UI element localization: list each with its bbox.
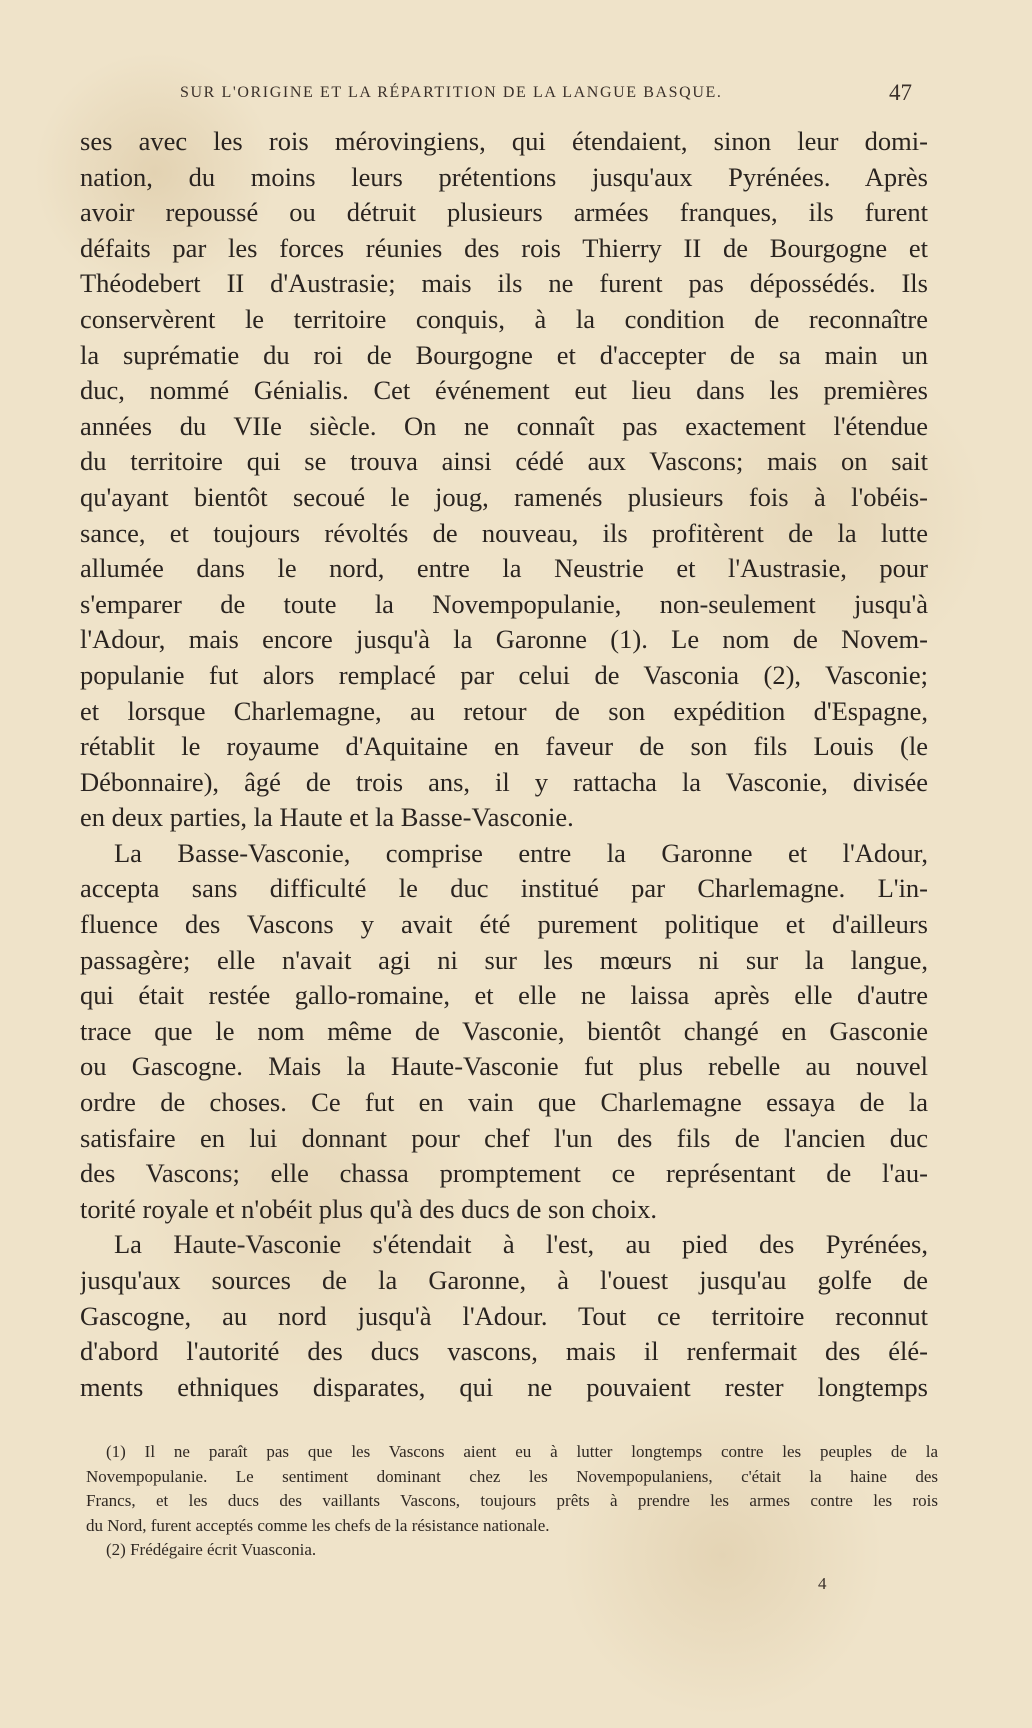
text-line: s'emparer de toute la Novempopulanie, non-seulement jusqu'à: [80, 588, 928, 619]
text-line: satisfaire en lui donnant pour chef l'un des fils de l'ancien duc: [80, 1122, 928, 1153]
text-line: d'abord l'autorité des ducs vascons, mais il renfermait des élé-: [80, 1336, 928, 1367]
paragraph-end-line: en deux parties, la Haute et la Basse-Vasconie.: [80, 802, 574, 833]
paragraph-end-line: torité royale et n'obéit plus qu'à des ducs de son choix.: [80, 1193, 657, 1224]
text-line: Gascogne, au nord jusqu'à l'Adour. Tout ce territoire reconnut: [80, 1300, 928, 1331]
text-line: avoir repoussé ou détruit plusieurs armées franques, ils furent: [80, 197, 928, 228]
text-line: duc, nommé Génialis. Cet événement eut lieu dans les premières: [80, 375, 928, 406]
text-line: des Vascons; elle chassa promptement ce représentant de l'au-: [80, 1158, 928, 1189]
footnote-1-line: (1) Il ne paraît pas que les Vascons aient eu à lutter longtemps contre les peuples de la: [106, 1442, 938, 1461]
text-line: jusqu'aux sources de la Garonne, à l'ouest jusqu'au golfe de: [80, 1265, 928, 1295]
text-line: l'Adour, mais encore jusqu'à la Garonne (1). Le nom de Novem-: [80, 624, 928, 655]
running-head: [80, 80, 920, 112]
paragraph-start-line: La Basse-Vasconie, comprise entre la Garonne et l'Adour,: [114, 837, 928, 868]
page-number: 47: [889, 80, 912, 105]
text-line: du territoire qui se trouva ainsi cédé aux Vascons; mais on sait: [80, 446, 928, 477]
text-line: sance, et toujours révoltés de nouveau, ils profitèrent de la lutte: [80, 517, 928, 548]
text-line: accepta sans difficulté le duc institué par Charlemagne. L'in-: [80, 873, 928, 904]
text-line: qu'ayant bientôt secoué le joug, ramenés plusieurs fois à l'obéis-: [80, 481, 928, 512]
footnote-2: (2) Frédégaire écrit Vuasconia.: [106, 1540, 317, 1560]
footnote-1-line: du Nord, furent acceptés comme les chefs de la résistance nationale.: [86, 1515, 550, 1535]
text-line: passagère; elle n'avait agi ni sur les mœurs ni sur la langue,: [80, 944, 928, 975]
paragraph-start-line: La Haute-Vasconie s'étendait à l'est, au pied des Pyrénées,: [114, 1229, 928, 1260]
text-line: ments ethniques disparates, qui ne pouvaient rester longtemps: [80, 1371, 928, 1402]
text-line: Débonnaire), âgé de trois ans, il y rattacha la Vasconie, divisée: [80, 766, 928, 797]
text-line: la suprématie du roi de Bourgogne et d'accepter de sa main un: [80, 339, 928, 370]
text-line: qui était restée gallo-romaine, et elle ne laissa après elle d'autre: [80, 980, 928, 1011]
text-line: rétablit le royaume d'Aquitaine en faveur de son fils Louis (le: [80, 731, 928, 762]
text-line: ou Gascogne. Mais la Haute-Vasconie fut plus rebelle au nouvel: [80, 1051, 928, 1082]
text-line: fluence des Vascons y avait été purement politique et d'ailleurs: [80, 909, 928, 940]
footnotes: [86, 1440, 938, 1563]
text-line: conservèrent le territoire conquis, à la condition de reconnaître: [80, 303, 928, 334]
text-line: Théodebert II d'Austrasie; mais ils ne furent pas dépossédés. Ils: [80, 268, 928, 299]
text-line: nation, du moins leurs prétentions jusqu'aux Pyrénées. Après: [80, 161, 928, 192]
running-title: SUR L'ORIGINE ET LA RÉPARTITION DE LA LANGUE BASQUE.: [180, 84, 723, 101]
body-text: [80, 124, 928, 1405]
text-line: allumée dans le nord, entre la Neustrie et l'Austrasie, pour: [80, 553, 928, 584]
text-line: ses avec les rois mérovingiens, qui étendaient, sinon leur domi-: [80, 126, 928, 156]
text-line: et lorsque Charlemagne, au retour de son expédition d'Espagne,: [80, 695, 928, 726]
text-line: ordre de choses. Ce fut en vain que Charlemagne essaya de la: [80, 1087, 928, 1118]
footnote-1-line: Francs, et les ducs des vaillants Vascons, toujours prêts à prendre les armes contre les rois: [86, 1491, 938, 1511]
text-line: années du VIIe siècle. On ne connaît pas exactement l'étendue: [80, 410, 928, 441]
footnote-1-line: Novempopulanie. Le sentiment dominant chez les Novempopulaniens, c'était la haine des: [86, 1466, 938, 1486]
text-line: trace que le nom même de Vasconie, bientôt changé en Gasconie: [80, 1015, 928, 1046]
text-line: populanie fut alors remplacé par celui de Vasconia (2), Vasconie;: [80, 659, 928, 690]
text-line: défaits par les forces réunies des rois Thierry II de Bourgogne et: [80, 232, 928, 263]
signature-mark: 4: [818, 1574, 827, 1593]
